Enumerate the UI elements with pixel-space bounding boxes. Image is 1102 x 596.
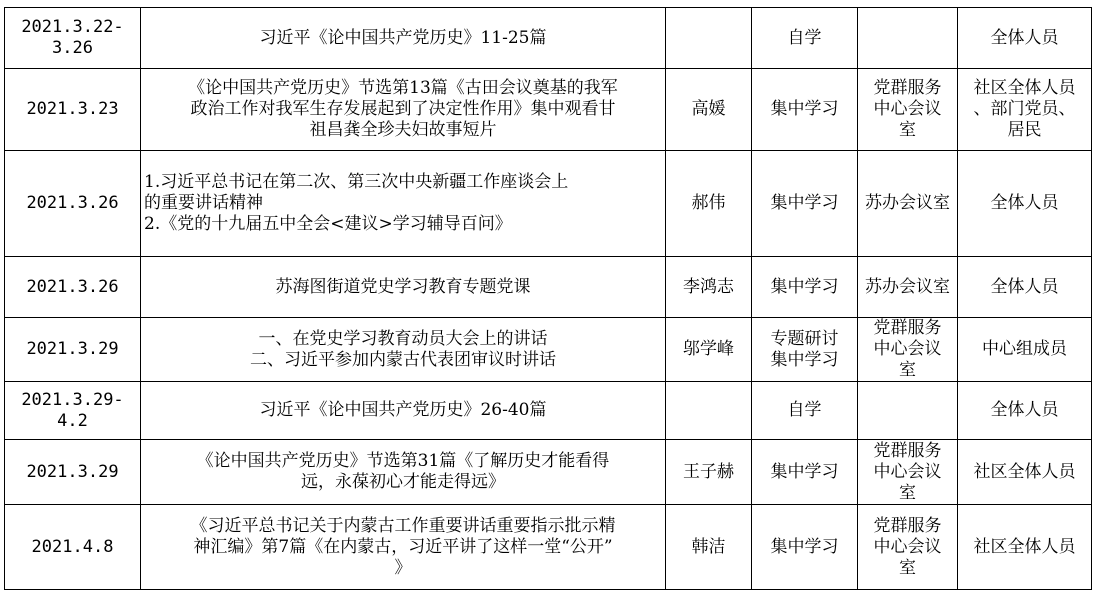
date-cell: 2021.3.26 <box>5 257 141 318</box>
cell-text-line: 集中学习 <box>770 193 839 213</box>
cell-text-line: 《论中国共产党历史》节选第31篇《了解历史才能看得 <box>196 451 610 471</box>
table-body <box>5 8 1092 590</box>
content-cell <box>141 257 666 318</box>
cell-text-line: 全体人员 <box>990 400 1059 420</box>
speaker-cell: 李鸿志 <box>666 257 752 318</box>
cell-text-line: 党群服务 <box>873 78 942 98</box>
place-cell <box>858 318 958 382</box>
table-row <box>5 8 1092 69</box>
cell-text-line: 苏办会议室 <box>865 193 950 213</box>
format-cell <box>752 151 858 257</box>
cell-text-line: 集中学习 <box>770 99 839 119</box>
audience-cell <box>958 8 1092 69</box>
cell-text-line: 室 <box>899 482 916 503</box>
format-cell <box>752 257 858 318</box>
cell-text-line: 全体人员 <box>990 27 1059 48</box>
format-cell <box>752 505 858 590</box>
cell-text-line: 远，永葆初心才能走得远》 <box>301 472 505 492</box>
cell-text-line: 苏海图街道党史学习教育专题党课 <box>275 276 531 297</box>
content-cell <box>141 382 666 440</box>
cell-text-line: 中心会议 <box>873 536 942 557</box>
speaker-cell <box>666 8 752 69</box>
format-cell <box>752 69 858 151</box>
cell-text-line: 室 <box>899 557 916 578</box>
format-cell <box>752 8 858 69</box>
study-schedule-table <box>4 7 1092 590</box>
format-cell <box>752 440 858 505</box>
audience-cell <box>958 318 1092 382</box>
date-cell: 2021.3.29 <box>5 318 141 382</box>
date-cell: 2021.3.29-4.2 <box>5 382 141 440</box>
format-cell <box>752 318 858 382</box>
audience-cell <box>958 151 1092 257</box>
place-cell <box>858 382 958 440</box>
cell-text-line: 自学 <box>787 27 822 48</box>
cell-text-line: 习近平《论中国共产党历史》11-25篇 <box>259 27 547 48</box>
cell-text-line: 政治工作对我军生存发展起到了决定性作用》集中观看甘 <box>190 99 616 119</box>
audience-cell <box>958 257 1092 318</box>
cell-text-line: 社区全体人员 <box>973 536 1076 557</box>
cell-text-line: 专题研讨 <box>770 328 839 349</box>
content-cell <box>141 318 666 382</box>
cell-text-line: 2.《党的十九届五中全会<建议>学习辅导百问》 <box>144 214 512 234</box>
table-row <box>5 382 1092 440</box>
table-row <box>5 505 1092 590</box>
cell-text-line: 党群服务 <box>873 515 942 536</box>
content-cell <box>141 69 666 151</box>
date-cell: 2021.3.23 <box>5 69 141 151</box>
table-row <box>5 440 1092 505</box>
cell-text-line: 一、在党史学习教育动员大会上的讲话 <box>258 328 548 349</box>
cell-text-line: 党群服务 <box>873 440 942 461</box>
cell-text-line: 中心组成员 <box>982 339 1067 359</box>
cell-text-line: 《论中国共产党历史》节选第13篇《古田会议奠基的我军 <box>188 78 618 98</box>
cell-text-line: 《习近平总书记关于内蒙古工作重要讲话重要指示批示精 <box>190 515 616 536</box>
speaker-cell: 王子赫 <box>666 440 752 505</box>
cell-text-line: 中心会议 <box>873 461 942 482</box>
place-cell <box>858 151 958 257</box>
place-cell <box>858 8 958 69</box>
speaker-cell <box>666 382 752 440</box>
cell-text-line: 神汇编》第7篇《在内蒙古，习近平讲了这样一堂“公开” <box>193 536 613 557</box>
content-cell <box>141 8 666 69</box>
cell-text-line: 集中学习 <box>770 276 839 297</box>
cell-text-line: 苏办会议室 <box>865 276 950 297</box>
date-cell: 2021.3.22-3.26 <box>5 8 141 69</box>
cell-text-line: 社区全体人员 <box>973 78 1076 98</box>
content-cell <box>141 505 666 590</box>
cell-text-line: 祖昌龚全珍夫妇故事短片 <box>309 120 497 140</box>
content-cell <box>141 440 666 505</box>
audience-cell <box>958 505 1092 590</box>
cell-text-line: 全体人员 <box>990 276 1059 297</box>
table-row <box>5 318 1092 382</box>
cell-text-line: 1.习近平总书记在第二次、第三次中央新疆工作座谈会上 <box>144 172 569 192</box>
speaker-cell: 郝伟 <box>666 151 752 257</box>
audience-cell <box>958 69 1092 151</box>
cell-text-line: 二、习近平参加内蒙古代表团审议时讲话 <box>250 349 556 370</box>
speaker-cell: 韩洁 <box>666 505 752 590</box>
place-cell <box>858 505 958 590</box>
date-cell: 2021.4.8 <box>5 505 141 590</box>
cell-text-line: 的重要讲话精神 <box>144 193 263 213</box>
cell-text-line: 中心会议 <box>873 99 942 119</box>
date-cell: 2021.3.26 <box>5 151 141 257</box>
place-cell <box>858 69 958 151</box>
table-row <box>5 257 1092 318</box>
audience-cell <box>958 440 1092 505</box>
cell-text-line: 集中学习 <box>770 349 839 370</box>
format-cell <box>752 382 858 440</box>
date-cell: 2021.3.29 <box>5 440 141 505</box>
audience-cell <box>958 382 1092 440</box>
cell-text-line: 》 <box>394 557 412 578</box>
table-row <box>5 69 1092 151</box>
cell-text-line: 社区全体人员 <box>973 461 1076 482</box>
cell-text-line: 全体人员 <box>990 193 1059 213</box>
place-cell <box>858 257 958 318</box>
cell-text-line: 、部门党员、 <box>973 99 1076 119</box>
cell-text-line: 自学 <box>787 400 822 420</box>
cell-text-line: 室 <box>899 360 916 380</box>
cell-text-line: 集中学习 <box>770 536 839 557</box>
cell-text-line: 习近平《论中国共产党历史》26-40篇 <box>259 400 547 420</box>
table-row <box>5 151 1092 257</box>
cell-text-line: 党群服务 <box>873 318 942 338</box>
speaker-cell: 邬学峰 <box>666 318 752 382</box>
place-cell <box>858 440 958 505</box>
cell-text-line: 居民 <box>1007 120 1042 140</box>
speaker-cell: 高媛 <box>666 69 752 151</box>
cell-text-line: 室 <box>899 120 916 140</box>
cell-text-line: 集中学习 <box>770 461 839 482</box>
content-cell <box>141 151 666 257</box>
cell-text-line: 中心会议 <box>873 339 942 359</box>
